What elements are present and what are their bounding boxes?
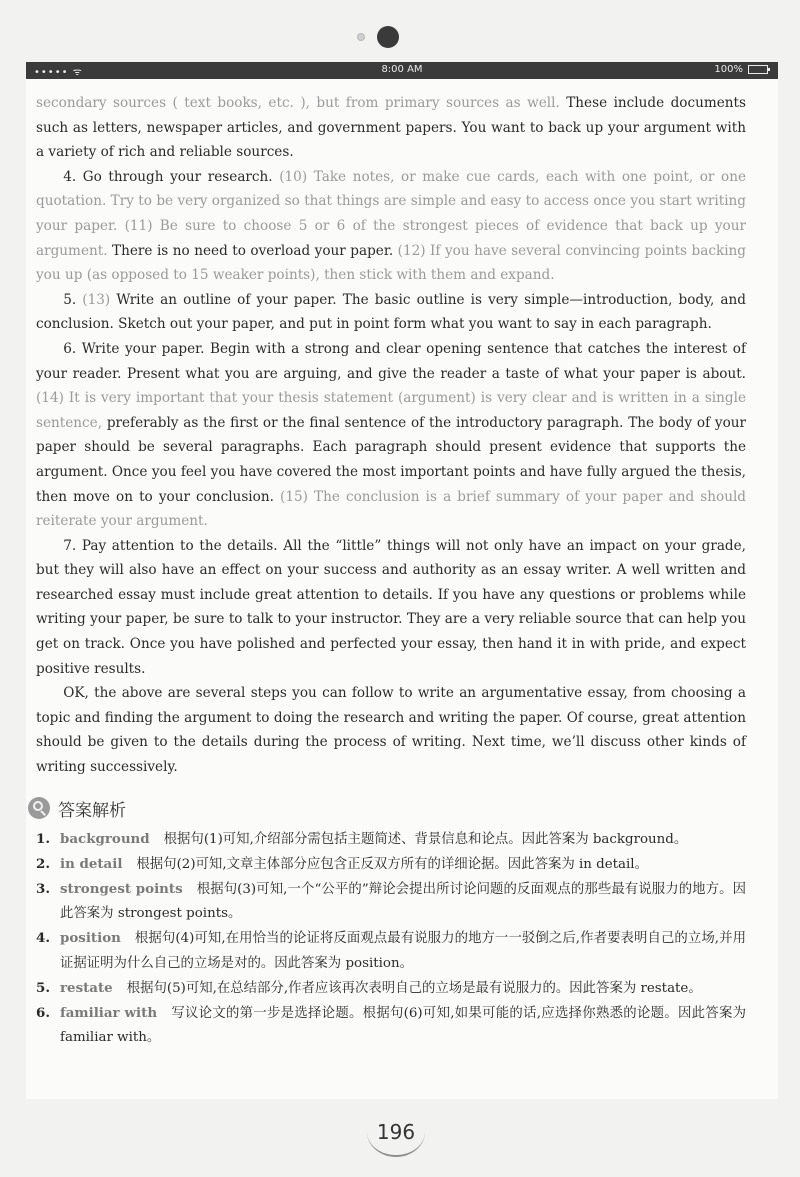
- answer-item: 4. position 根据句(4)可知,在用恰当的论证将反面观点最有说服力的地方一一驳倒之后,作者要表明自己的立场,并用证据证明为什么自己的立场是对的。因此答案为 position。: [36, 930, 746, 971]
- signal-indicator: ••••• ᯤ: [34, 67, 83, 78]
- answer-item: 2. in detail 根据句(2)可知,文章主体部分应包含正反双方所有的详细论据。因此答案为 in detail。: [36, 855, 648, 872]
- paragraph: [36, 91, 746, 165]
- clock: 8:00 AM: [381, 64, 423, 75]
- faint-text-segment: (14) It is very important that your thesis statement (argument) is very clear and is written in a single sentence,: [36, 390, 746, 431]
- faint-text-segment: (15) The conclusion is a brief summary of your paper and should reiterate your argument.: [36, 488, 746, 530]
- text-segment: Write an outline of your paper. The basic outline is very simple—introduction, body, and conclusion. Sketch out your paper, and put in point form what you want to say in each paragraph.: [36, 291, 746, 333]
- paragraph: [36, 681, 746, 779]
- text-segment: 6. Write your paper. Begin with a strong and clear opening sentence that catches the interest of your reader. Present what you are arguing, and give the reader a taste of what your paper is about.: [36, 340, 746, 382]
- document-page: [26, 79, 778, 1099]
- paragraph: [36, 165, 746, 288]
- text-segment: These include documents such as letters, newspaper articles, and government papers. You want to back up your argument with a variety of rich and reliable sources.: [36, 95, 746, 161]
- answer-item: 6. familiar with 写议论文的第一步是选择论题。根据句(6)可知,如果可能的话,应选择你熟悉的论题。因此答案为 familiar with。: [36, 1005, 746, 1046]
- text-segment: 7. Pay attention to the details. All the “little” things will not only have an impact on your grade, but they will also have an effect on your success and authority as an essay writer. A well written and researched essay must include great attention to details. If you have any questions or problems while writing your paper, be sure to talk to your instructor. They are a very reliable source that can help you get on track. Once you have polished and perfected your essay, then hand it in with pride, and expect positive results.: [36, 537, 746, 677]
- faint-text-segment: (12) If you have several convincing points backing you up (as opposed to 15 weaker points), then stick with them and expand.: [36, 242, 746, 284]
- camera-icon: [377, 26, 399, 48]
- answer-section-title: 答案解析: [58, 800, 126, 821]
- paragraph: [36, 288, 746, 337]
- paragraph: [36, 337, 746, 534]
- answer-list: [36, 827, 746, 1051]
- page-number: 196: [367, 1107, 425, 1157]
- sensor-icon: [357, 33, 365, 41]
- document-content: [36, 91, 746, 1050]
- battery-status: [714, 64, 768, 75]
- essay-body: [36, 91, 746, 780]
- faint-text-segment: secondary sources ( text books, etc. ), but from primary sources as well.: [36, 95, 567, 111]
- answer-item: 3. strongest points 根据句(3)可知,一个“公平的”辩论会提出所讨论问题的反面观点的那些最有说服力的地方。因此答案为 strongest points。: [36, 881, 746, 922]
- faint-text-segment: (10) Take notes, or make cue cards, each with one point, or one quotation. Try to be very organized so that things are simple and easy to access once you start writing your paper. (11) Be sure to choose 5 or 6 of the strongest pieces of evidence that back up your argument.: [36, 168, 746, 259]
- answer-section-header: [28, 796, 746, 821]
- paragraph: [36, 534, 746, 682]
- faint-text-segment: (13): [82, 291, 117, 308]
- battery-percent: 100%: [714, 64, 743, 75]
- status-bar: [26, 62, 778, 79]
- device-top-bezel: [0, 0, 800, 62]
- battery-icon: [748, 65, 768, 74]
- text-segment: There is no need to overload your paper.: [112, 242, 398, 259]
- answer-item: 5. restate 根据句(5)可知,在总结部分,作者应该再次表明自己的立场是最有说服力的。因此答案为 restate。: [36, 979, 702, 996]
- magnifier-icon: [28, 797, 50, 819]
- answer-item: 1. background 根据句(1)可知,介绍部分需包括主题简述、背景信息和论点。因此答案为 background。: [36, 830, 688, 847]
- text-segment: preferably as the first or the final sentence of the introductory paragraph. The body of your paper should be several paragraphs. Each paragraph should present evidence that supports the argument. Once you feel you have covered the most important points and have fully argued the thesis, then move on to your conclusion.: [36, 414, 747, 505]
- text-segment: OK, the above are several steps you can follow to write an argumentative essay, from choosing a topic and finding the argument to doing the research and writing the paper. Of course, great attention should be given to the details during the process of writing. Next time, we’ll discuss other kinds of writing successively.: [36, 685, 746, 776]
- text-segment: 5.: [63, 291, 83, 308]
- text-segment: 4. Go through your research.: [63, 168, 280, 185]
